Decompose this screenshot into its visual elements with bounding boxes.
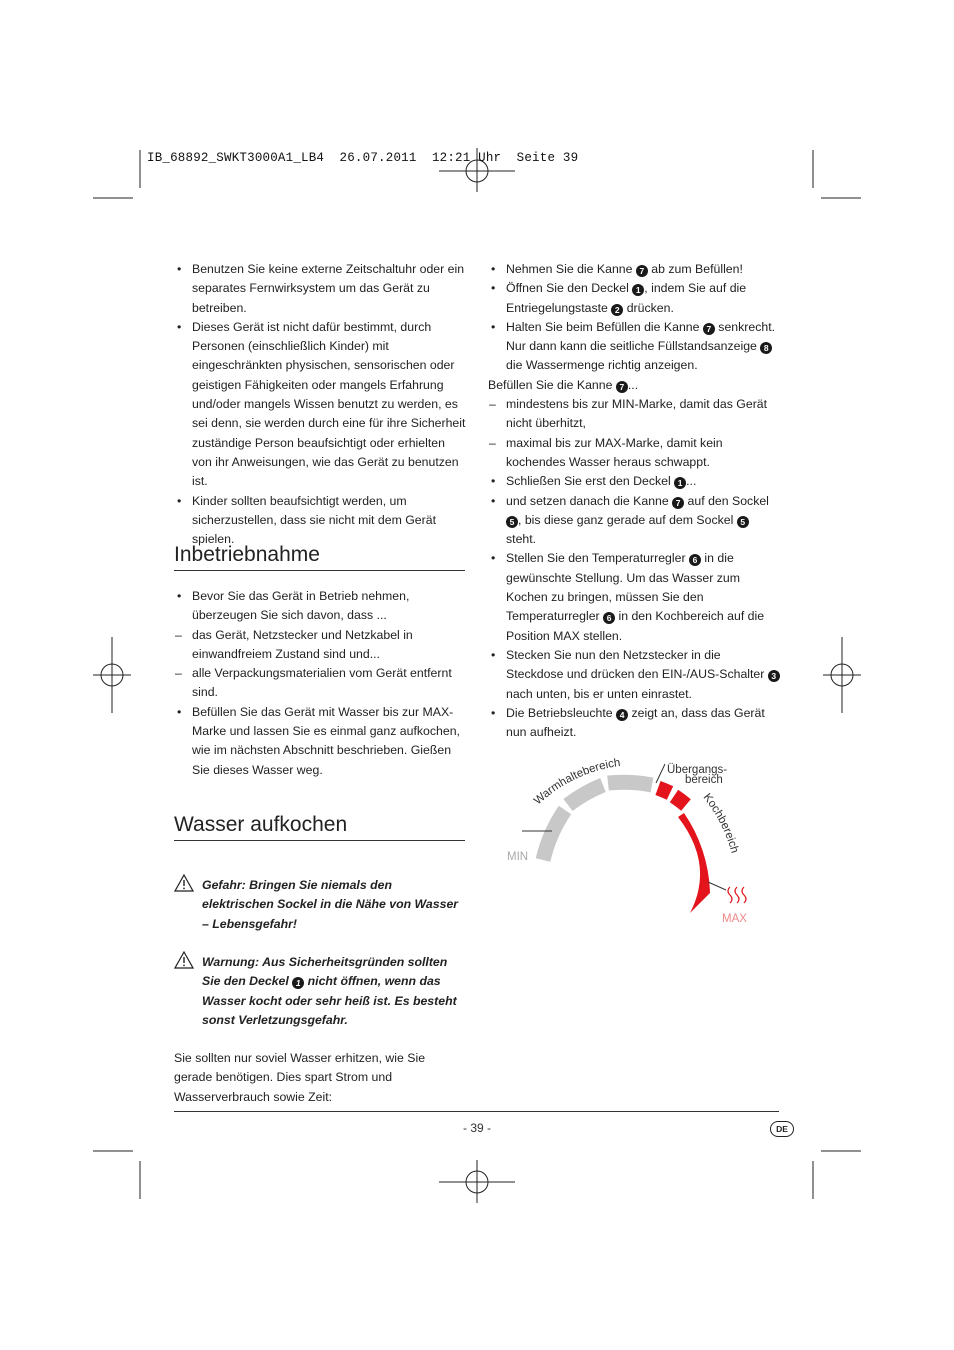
list-item: Befüllen Sie die Kanne 7 ... [488, 377, 639, 392]
list-item: • Nehmen Sie die Kanne 7 ab zum Befüllen! [488, 260, 780, 279]
part-number-badge: 8 [760, 342, 772, 354]
list-item: • Öffnen Sie den Deckel 1 , indem Sie auf die Entriegelungstaste 2 drücken. [488, 279, 780, 318]
boil-pointer [708, 882, 726, 890]
part-number-badge: 3 [768, 670, 780, 682]
right-column [488, 260, 780, 742]
dial-segment-transition-2 [674, 796, 686, 805]
label-uebergang-2: bereich [685, 774, 723, 786]
part-number-badge: 2 [611, 304, 623, 316]
dial-segment-warm-1 [543, 810, 565, 860]
list-item: – mindestens bis zur MIN-Marke, damit das Gerät nicht überhitzt, [488, 395, 780, 434]
list-item: • Bevor Sie das Gerät in Betrieb nehmen, überzeugen Sie sich davon, dass ... [174, 587, 466, 626]
list-item: • Stellen Sie den Temperaturregler 6 in die gewünschte Stellung. Um das Wasser zum Kochen zu bringen, müssen Sie den Temperaturregler 6 in den Kochbereich auf die Position MAX stellen. [488, 549, 780, 645]
warning-note [174, 953, 466, 1030]
list-item: • und setzen danach die Kanne 7 auf den Sockel 5 , bis diese ganz gerade auf dem Sockel 5 steht. [488, 492, 780, 550]
left-column [174, 260, 466, 549]
label-kochbereich: Kochbereich [700, 791, 741, 855]
part-number-badge: 6 [689, 554, 701, 566]
list-item: • Halten Sie beim Befüllen die Kanne 7 senkrecht. Nur dann kann die seitliche Füllstandsanzeige 8 die Wassermenge richtig anzeigen. [488, 318, 780, 376]
list-item: – alle Verpackungsmaterialien vom Gerät entfernt sind. [174, 664, 466, 703]
section-heading-inbetriebnahme: Inbetriebnahme [174, 543, 465, 571]
list-item: • Dieses Gerät ist nicht dafür bestimmt, durch Personen (einschließlich Kinder) mit eingeschränkten physischen, sensorischen oder geistigen Fähigkeiten oder mangels Erfahrung und/oder mangels Wissen benutzt zu werden, es sei denn, sie werden durch eine für ihre Sicherheit zuständige Person beaufsichtigt oder erhielten von ihr Anweisungen, wie das Gerät zu benutzen ist. [174, 318, 466, 492]
part-number-badge: 4 [616, 709, 628, 721]
part-number-badge: 1 [674, 477, 686, 489]
language-badge: DE [770, 1121, 794, 1137]
list-item: – maximal bis zur MAX-Marke, damit kein kochendes Wasser heraus schwappt. [488, 434, 780, 473]
part-number-badge: 7 [636, 265, 648, 277]
label-max: MAX [722, 913, 747, 925]
label-warmhaltebereich: Warmhaltebereich [531, 756, 622, 808]
list-item: • Schließen Sie erst den Deckel 1 ... [488, 472, 780, 491]
part-number-badge: 5 [737, 516, 749, 528]
danger-note [174, 876, 466, 934]
inbetriebnahme-list [174, 587, 466, 780]
dial-segment-warm-3 [608, 782, 652, 785]
label-uebergang-1: Übergangs- [667, 764, 728, 776]
heat-waves-icon [728, 887, 746, 903]
part-number-badge: 1 [632, 284, 644, 296]
warning-triangle-icon [174, 874, 194, 892]
dial-segment-boil [678, 813, 710, 913]
body-paragraph: Sie sollten nur soviel Wasser erhitzen, wie Sie gerade benötigen. Dies spart Strom und Wasserverbrauch sowie Zeit: [174, 1051, 426, 1104]
transition-pointer [656, 764, 665, 783]
part-number-badge: 7 [616, 381, 628, 393]
part-number-badge: 1 [292, 977, 304, 989]
list-item: • Kinder sollten beaufsichtigt werden, um sicherzustellen, dass sie nicht mit dem Gerät spielen. [174, 492, 466, 550]
part-number-badge: 7 [703, 323, 715, 335]
part-number-badge: 5 [506, 516, 518, 528]
list-item: – das Gerät, Netzstecker und Netzkabel in einwandfreiem Zustand sind und... [174, 626, 466, 665]
part-number-badge: 7 [672, 497, 684, 509]
section-heading-wasser-aufkochen: Wasser aufkochen [174, 813, 465, 841]
list-item: • Stecken Sie nun den Netzstecker in die Steckdose und drücken den EIN-/AUS-Schalter 3 nach unten, bis er unten einrastet. [488, 646, 780, 704]
print-slug: IB_68892_SWKT3000A1_LB4 26.07.2011 12:21 Uhr Seite 39 [147, 151, 579, 165]
label-min: MIN [507, 851, 529, 863]
warning-triangle-icon [174, 951, 194, 969]
dial-segment-transition-1 [658, 788, 670, 793]
list-item: • Die Betriebsleuchte 4 zeigt an, dass das Gerät nun aufheizt. [488, 704, 780, 743]
list-item: • Befüllen Sie das Gerät mit Wasser bis zur MAX-Marke und lassen Sie es einmal ganz aufkochen, wie im nächsten Abschnitt beschrieben. Gießen Sie dieses Wasser weg. [174, 703, 466, 780]
page-number: - 39 - [462, 1121, 491, 1135]
temperature-dial-diagram [500, 745, 770, 935]
danger-text: Gefahr: Bringen Sie niemals den elektrischen Sockel in die Nähe von Wasser – Lebensgefahr! [202, 878, 459, 931]
footer-rule [174, 1111, 779, 1112]
list-item: • Benutzen Sie keine externe Zeitschaltuhr oder ein separates Fernwirksystem um das Gerät zu betreiben. [174, 260, 466, 318]
warning-text: Warnung: Aus Sicherheitsgründen sollten Sie den Deckel 1 nicht öffnen, wenn das Wasser kocht oder sehr heiß ist. Es besteht sonst Verletzungsgefahr. [202, 955, 457, 1027]
part-number-badge: 6 [603, 612, 615, 624]
dial-segment-warm-2 [568, 785, 603, 805]
